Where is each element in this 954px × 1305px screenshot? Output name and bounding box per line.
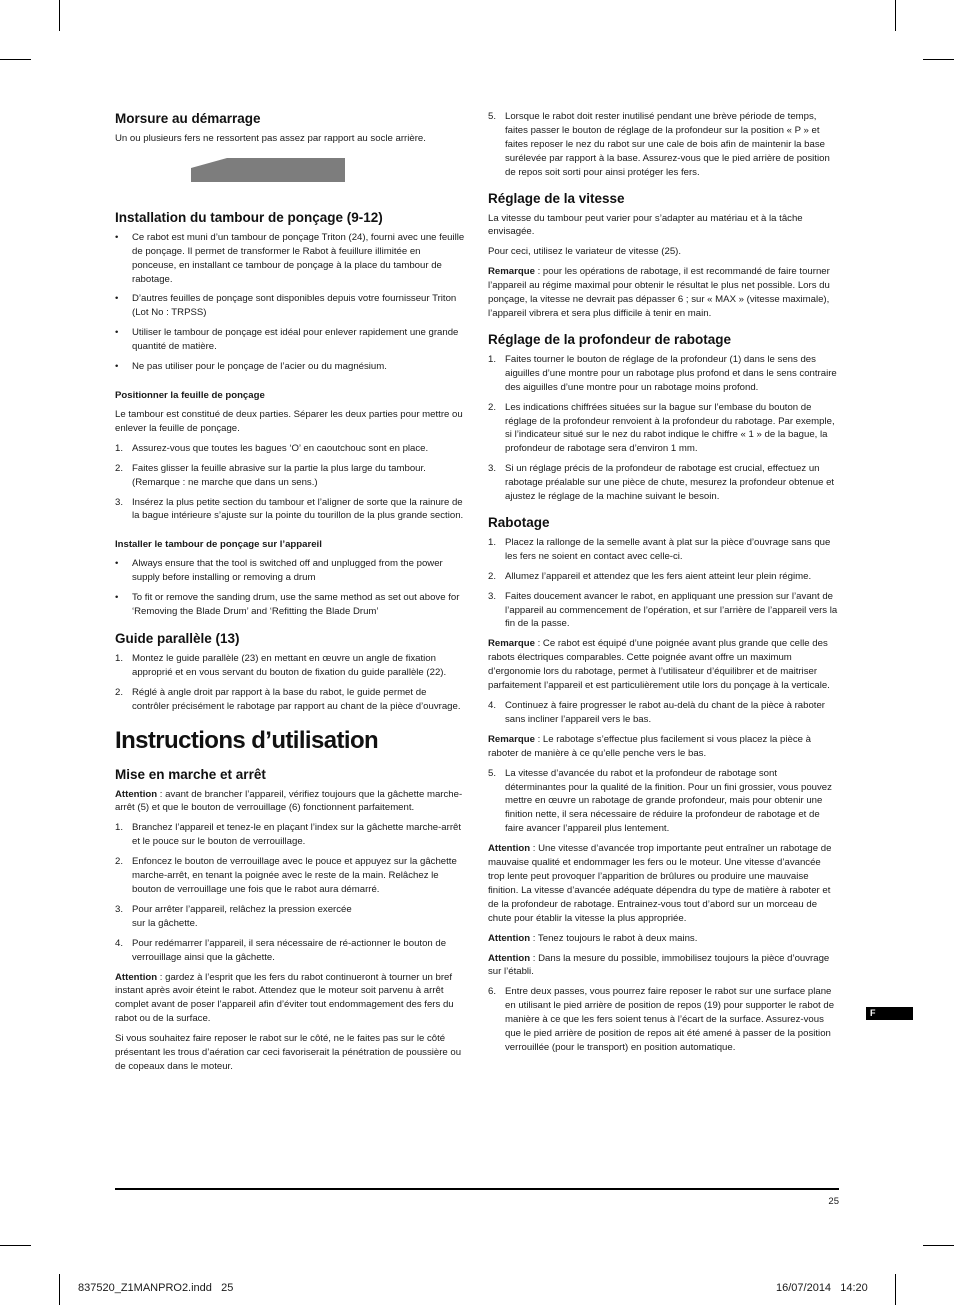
crop-mark bbox=[895, 0, 896, 31]
attention-note: Attention : Une vitesse d’avancée trop importante peut entraîner un rabotage de mauvaise qualité et endommager les fers ou le moteur. Une vitesse d’avancée trop lente peut provoquer l’apparition de brûlures ou produire une mauvaise finition. La vitesse d’avancée adéquate dépendra du type de matière à raboter et de la profondeur de rabotage. Entrainez-vous tout d’abord sur un morceau de chute pour établir la vitesse la plus appropriée. bbox=[488, 843, 832, 924]
slug-date: 16/07/2014 14:20 bbox=[776, 1282, 868, 1294]
left-column bbox=[115, 110, 465, 1080]
section-heading: Réglage de la vitesse bbox=[488, 190, 625, 206]
list-item: 1. Placez la rallonge de la semelle avant à plat sur la pièce d’ouvrage sans que les fers ne soient en contact avec celle-ci. bbox=[488, 536, 831, 562]
section-heading: Réglage de la profondeur de rabotage bbox=[488, 331, 732, 347]
numbered-list bbox=[488, 353, 839, 504]
list-item: 3. Faites doucement avancer le rabot, en appliquant une pression sur l’avant de l’appareil au commencement de l’opération, et sur l’arrière de l’appareil vers la fin de la passe. bbox=[488, 590, 838, 630]
crop-mark bbox=[0, 59, 31, 60]
footer-divider bbox=[115, 1188, 839, 1190]
section-heading: Installation du tambour de ponçage (9-12) bbox=[115, 209, 383, 225]
bullet-list bbox=[115, 557, 465, 619]
language-tab-label: F bbox=[870, 1008, 876, 1018]
list-item: 4. Continuez à faire progresser le rabot au-delà du chant de la pièce à raboter sans incliner l’appareil vers le bas. bbox=[488, 700, 825, 725]
subsection-heading: Positionner la feuille de ponçage bbox=[115, 389, 265, 401]
paragraph: La vitesse du tambour peut varier pour s’adapter au matériau et à la tâche envisagée. bbox=[488, 212, 803, 238]
section-heading: Morsure au démarrage bbox=[115, 111, 261, 126]
paragraph: Un ou plusieurs fers ne ressortent pas assez par rapport au socle arrière. bbox=[115, 133, 426, 144]
list-item: 2. Réglé à angle droit par rapport à la base du rabot, le guide permet de contrôler précisément le rabotage par rapport au chant de la pièce d’ouvrage. bbox=[115, 686, 461, 712]
right-column bbox=[488, 110, 839, 1061]
numbered-list bbox=[488, 699, 839, 727]
list-item: • Ne pas utiliser pour le ponçage de l’acier ou du magnésium. bbox=[115, 361, 387, 373]
list-item: 2. Les indications chiffrées situées sur la bague sur l’embase du bouton de réglage de la profondeur renvoient à la profondeur du rabotage. Par exemple, si l’indicateur situé sur le nez du rabot indique le chiffre « 1 » de la bague, la profondeur de rabotage sera d’environ 1 mm. bbox=[488, 401, 835, 455]
remark-note: Remarque : pour les opérations de rabotage, il est recommandé de faire tourner l’appareil au régime maximal pour obtenir le résultat le plus net possible. Lors du ponçage, la vitesse ne devrait pas dépasser 6 ; sur « MAX » (vitesse maximale), l’appareil vibrera et sera plus difficile à tenir en main. bbox=[488, 266, 830, 319]
list-item: 5. La vitesse d’avancée du rabot et la profondeur de rabotage sont déterminantes pour la qualité de la finition. Pour un fini grossier, vous pouvez mettre en œuvre un rabotage de grande profondeur, mais pour obtenir une finition nette, il sera nécessaire de réduire la profondeur de rabotage et de faire avancer l’appareil plus lentement. bbox=[488, 767, 832, 835]
crop-mark bbox=[895, 1274, 896, 1305]
section-heading: Guide parallèle (13) bbox=[115, 630, 240, 646]
subsection-heading: Installer le tambour de ponçage sur l’appareil bbox=[115, 539, 322, 551]
section-heading: Rabotage bbox=[488, 514, 550, 530]
remark-note: Remarque : Ce rabot est équipé d’une poignée avant plus grande que celle des rabots électriques comparables. Cette poignée avant offre un maximum d’ergonomie lors du rabotage, permet à l’utilisateur d’équilibrer et de maitriser parfaitement l’appareil et est particulièrement utile lors du ponçage à la verticale. bbox=[488, 638, 830, 692]
paragraph: Pour ceci, utilisez le variateur de vitesse (25). bbox=[488, 246, 682, 258]
attention-note: Attention : Dans la mesure du possible, immobilisez toujours la pièce d’ouvrage sur l’établi. bbox=[488, 952, 830, 978]
list-item: 3. Pour arrêter l’appareil, relâchez la pression exercée sur la gâchette. bbox=[115, 903, 352, 929]
list-item: • Always ensure that the tool is switched off and unplugged from the power supply before installing or removing a drum bbox=[115, 558, 443, 584]
list-item: 2. Faites glisser la feuille abrasive sur la partie la plus large du tambour. (Remarque : ne marche que dans un sens.) bbox=[115, 462, 426, 488]
numbered-list bbox=[488, 110, 839, 180]
numbered-list bbox=[488, 985, 839, 1055]
planer-blade-illustration bbox=[191, 156, 465, 189]
crop-mark bbox=[0, 1245, 31, 1246]
section-heading: Mise en marche et arrêt bbox=[115, 766, 266, 782]
list-item: • Ce rabot est muni d’un tambour de ponçage Triton (24), fourni avec une feuille de ponçage. Il permet de transformer le Rabot à feuillure illimitée en ponceuse, en installant ce tambour de ponçage à la place du tambour de rabotage. bbox=[115, 231, 465, 285]
crop-mark bbox=[923, 59, 954, 60]
crop-mark bbox=[59, 0, 60, 31]
list-item: 3. Si un réglage précis de la profondeur de rabotage est crucial, effectuez un rabotage préalable sur une pièce de chute, mesurez la profondeur obtenue et ajustez le réglage de la machine suivant le besoin. bbox=[488, 463, 835, 503]
remark-note: Remarque : Le rabotage s’effectue plus facilement si vous placez la pièce à raboter de manière à ce qu’elle penche vers le bas. bbox=[488, 733, 811, 759]
paragraph: Le tambour est constitué de deux parties. Séparer les deux parties pour mettre ou enlever la feuille de ponçage. bbox=[115, 408, 463, 434]
numbered-list bbox=[115, 652, 465, 714]
page-number: 25 bbox=[828, 1196, 839, 1207]
list-item: 1. Faites tourner le bouton de réglage de la profondeur (1) dans le sens des aiguilles d’une montre pour un rabotage plus profond et dans le sens contraire des aiguilles d’une montre pour un rabotage moins profond. bbox=[488, 353, 837, 393]
paragraph: Si vous souhaitez faire reposer le rabot sur le côté, ne le faites pas sur le côté présentant les trous d’aération car ceci favoriserait la pénétration de poussière ou de copeaux dans le moteur. bbox=[115, 1033, 462, 1072]
list-item: 1. Branchez l’appareil et tenez-le en plaçant l’index sur la gâchette marche-arrêt et le pouce sur le bouton de verrouillage. bbox=[115, 822, 462, 848]
numbered-list bbox=[115, 821, 465, 964]
language-tab bbox=[866, 1007, 913, 1020]
crop-mark bbox=[923, 1245, 954, 1246]
bullet-list bbox=[115, 231, 465, 374]
numbered-list bbox=[115, 442, 465, 524]
list-item: 5. Lorsque le rabot doit rester inutilisé pendant une brève période de temps, faites passer le bouton de réglage de la profondeur sur la position « P » et faites reposer le nez du rabot sur une cale de bois afin de maintenir la base surélevée par rapport à la base. Assurez-vous que le pied arrière de position de repos soit sorti pour ainsi protéger les fers. bbox=[488, 111, 830, 178]
list-item: • To fit or remove the sanding drum, use the same method as set out above for ‘Removing the Blade Drum’ and ‘Refitting the Blade Drum’ bbox=[115, 592, 460, 618]
attention-note: Attention : gardez à l’esprit que les fers du rabot continueront à tourner un bref instant après avoir éteint le rabot. Attendez que le moteur soit parvenu à arrêt complet avant de poser l’appareil afin d’éviter tout endommagement des fers du rabot ou de la surface. bbox=[115, 971, 454, 1025]
numbered-list bbox=[488, 767, 839, 837]
attention-note: Attention : avant de brancher l’appareil, vérifiez toujours que la gâchette marche-arrêt (5) et que le bouton de verrouillage (6) fonctionnent parfaitement. bbox=[115, 788, 463, 814]
list-item: 2. Allumez l’appareil et attendez que les fers aient atteint leur plein régime. bbox=[488, 570, 812, 582]
numbered-list bbox=[488, 536, 839, 631]
list-item: • D’autres feuilles de ponçage sont disponibles depuis votre fournisseur Triton (Lot No : TRPSS) bbox=[115, 293, 457, 319]
list-item: 6. Entre deux passes, vous pourrez faire reposer le rabot sur une surface plane en utilisant le pied arrière de position de repos (19) pour supporter le rabot de manière à ce que les fers soient tenus à l’écart de la surface. Assurez-vous que le pied arrière de position de repos ait été amené à passer de la position verrouillée (pour le transport) en position automatique. bbox=[488, 986, 835, 1053]
list-item: 2. Enfoncez le bouton de verrouillage avec le pouce et appuyez sur la gâchette marche-arrêt, en tenant la poignée avec le reste de la main. Relâchez le bouton de verrouillage une fois que le rabot aura démarré. bbox=[115, 856, 457, 895]
slug-filename: 837520_Z1MANPRO2.indd 25 bbox=[78, 1282, 234, 1294]
list-item: 3. Insérez la plus petite section du tambour et l’aligner de sorte que la rainure de la bague intérieure s’ajuste sur la pointe du tourillon de la plus grande section. bbox=[115, 496, 464, 522]
list-item: • Utiliser le tambour de ponçage est idéal pour enlever rapidement une grande quantité de matière. bbox=[115, 327, 459, 353]
page-title: Instructions d’utilisation bbox=[115, 726, 379, 754]
attention-note: Attention : Tenez toujours le rabot à deux mains. bbox=[488, 932, 698, 944]
list-item: 1. Assurez-vous que toutes les bagues ‘O’ en caoutchouc sont en place. bbox=[115, 442, 429, 454]
list-item: 4. Pour redémarrer l’appareil, il sera nécessaire de ré-actionner le bouton de verrouillage ainsi que la gâchette. bbox=[115, 937, 447, 963]
crop-mark bbox=[59, 1274, 60, 1305]
list-item: 1. Montez le guide parallèle (23) en mettant en œuvre un angle de fixation approprié et en vous servant du bouton de fixation du guide parallèle (22). bbox=[115, 652, 447, 678]
